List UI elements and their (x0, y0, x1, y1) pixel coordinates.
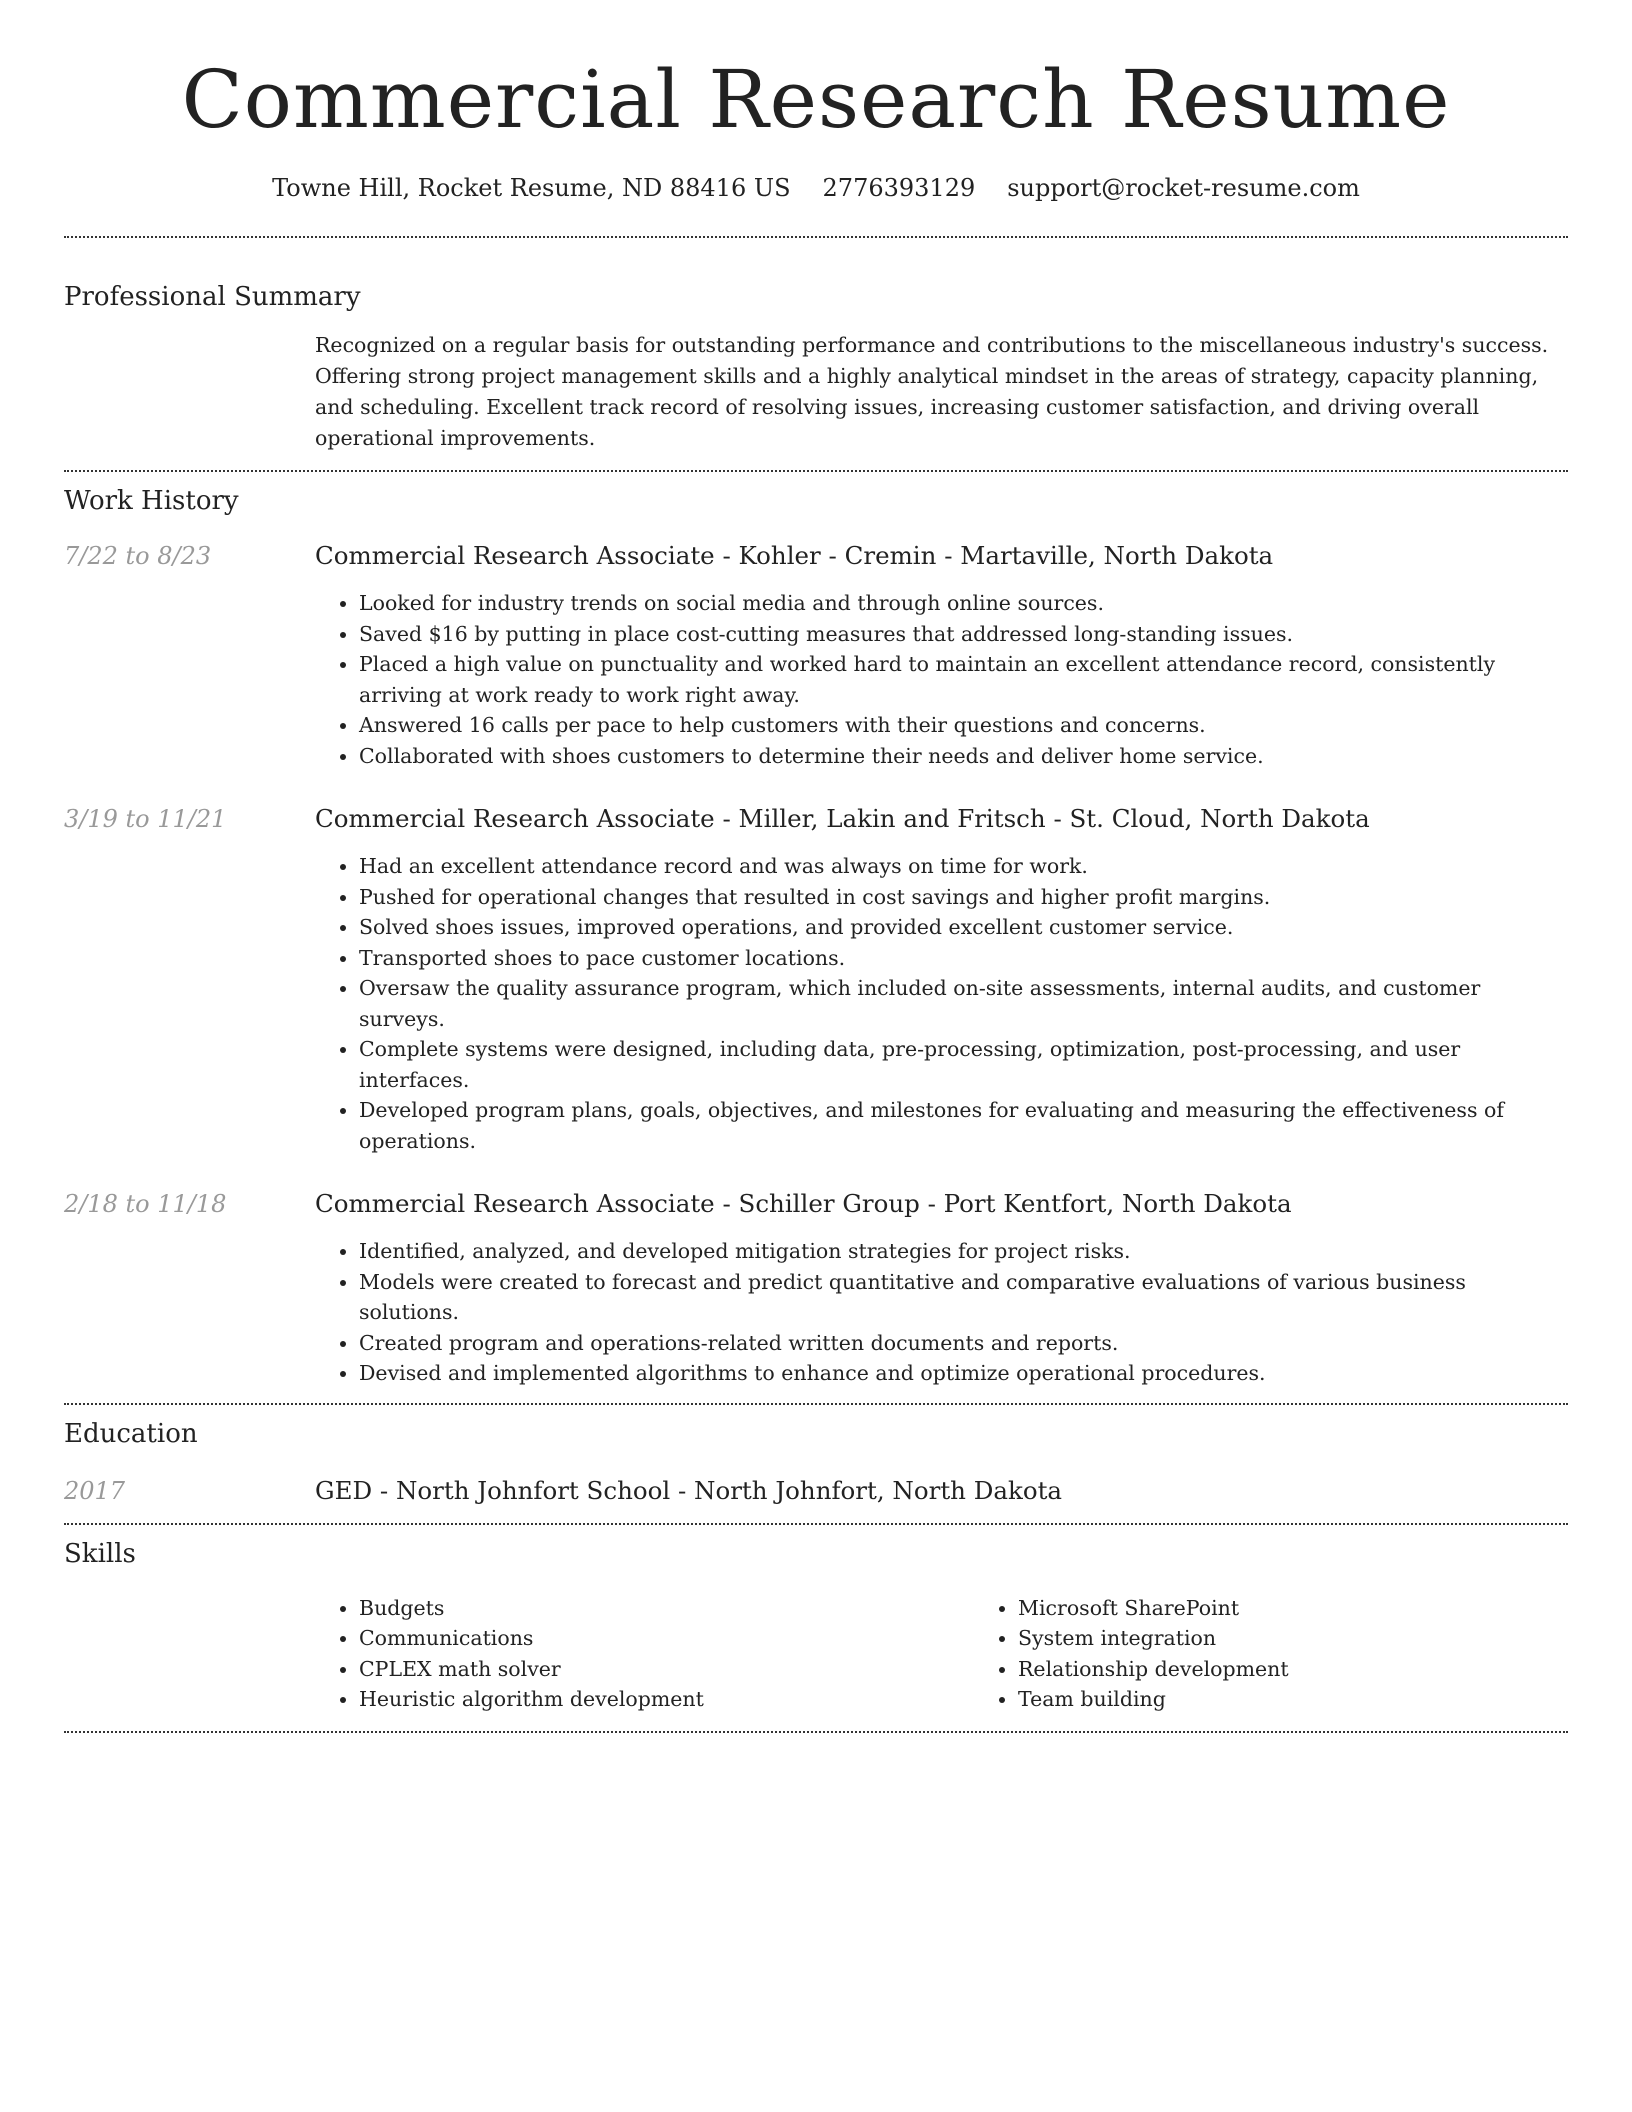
list-item: • Oversaw the quality assurance program, which included on-site assessments, internal audits, and customer surveys. (359, 973, 1568, 1034)
skills-heading: Skills (64, 1538, 136, 1569)
list-item: • Collaborated with shoes customers to determine their needs and deliver home service. (359, 741, 1568, 772)
skills-list-left (315, 1593, 974, 1715)
job-entry (64, 803, 1568, 1156)
list-item: • Placed a high value on punctuality and worked hard to maintain an excellent attendance record, consistently arriving at work ready to work right away. (359, 649, 1568, 710)
skill-item: • CPLEX math solver (359, 1654, 974, 1685)
list-item: • Developed program plans, goals, objectives, and milestones for evaluating and measuring the effectiveness of operations. (359, 1095, 1568, 1156)
job-title: Commercial Research Associate - Kohler - Cremin - Martaville, North Dakota (315, 541, 1274, 570)
job-title: Commercial Research Associate - Miller, Lakin and Fritsch - St. Cloud, North Dakota (315, 804, 1370, 833)
list-item: • Saved $16 by putting in place cost-cutting measures that addressed long-standing issues. (359, 619, 1568, 650)
divider (64, 1731, 1568, 1733)
job-dates: 3/19 to 11/21 (64, 805, 227, 833)
job-entry (64, 1188, 1568, 1389)
list-item: • Devised and implemented algorithms to enhance and optimize operational procedures. (359, 1358, 1568, 1389)
skills-row (64, 1593, 1568, 1715)
skills-spacer (64, 1593, 315, 1715)
list-item: • Identified, analyzed, and developed mitigation strategies for project risks. (359, 1236, 1568, 1267)
list-item: • Solved shoes issues, improved operations, and provided excellent customer service. (359, 912, 1568, 943)
education-details: GED - North Johnfort School - North Johnfort, North Dakota (315, 1475, 1063, 1505)
job-dates: 2/18 to 11/18 (64, 1190, 227, 1218)
job-bullets (315, 588, 1568, 771)
list-item: • Complete systems were designed, including data, pre-processing, optimization, post-processing, and user interfaces. (359, 1034, 1568, 1095)
education-entry (64, 1475, 1568, 1507)
job-dates: 7/22 to 8/23 (64, 542, 212, 570)
job-title: Commercial Research Associate - Schiller Group - Port Kentfort, North Dakota (315, 1189, 1292, 1218)
divider (64, 236, 1568, 238)
summary-row (64, 330, 1568, 454)
education-date: 2017 (64, 1476, 126, 1505)
divider (64, 470, 1568, 472)
list-item: • Answered 16 calls per pace to help customers with their questions and concerns. (359, 710, 1568, 741)
contact-line (64, 172, 1568, 204)
skill-item: • System integration (1018, 1623, 1632, 1654)
job-entry (64, 540, 1568, 771)
job-details (315, 1188, 1568, 1389)
list-item: • Models were created to forecast and predict quantitative and comparative evaluations of various business solutions. (359, 1267, 1568, 1328)
skill-item: • Microsoft SharePoint (1018, 1593, 1632, 1624)
list-item: • Had an excellent attendance record and was always on time for work. (359, 851, 1568, 882)
summary-text: Recognized on a regular basis for outstanding performance and contributions to the miscellaneous industry's success. Offering strong project management skills and a highly analytical mindset in the areas of strategy, capacity planning, and scheduling. Excellent track record of resolving issues, increasing customer satisfaction, and driving overall operational improvements. (315, 333, 1549, 450)
phone: 2776393129 (822, 174, 976, 202)
skill-item: • Heuristic algorithm development (359, 1684, 974, 1715)
job-details (315, 540, 1568, 771)
divider (64, 1523, 1568, 1525)
education-heading: Education (64, 1418, 198, 1449)
email: support@rocket-resume.com (1007, 174, 1360, 202)
list-item: • Pushed for operational changes that resulted in cost savings and higher profit margins. (359, 882, 1568, 913)
skills-grid (315, 1593, 1632, 1715)
job-details (315, 803, 1568, 1156)
list-item: • Transported shoes to pace customer locations. (359, 943, 1568, 974)
divider (64, 1403, 1568, 1405)
resume-title: Commercial Research Resume (181, 53, 1451, 146)
skill-item: • Relationship development (1018, 1654, 1632, 1685)
skill-item: • Budgets (359, 1593, 974, 1624)
resume-page (64, 0, 1568, 1733)
skill-item: • Communications (359, 1623, 974, 1654)
address: Towne Hill, Rocket Resume, ND 88416 US (272, 174, 791, 202)
skill-item: • Team building (1018, 1684, 1632, 1715)
skills-list-right (974, 1593, 1632, 1715)
summary-heading: Professional Summary (64, 282, 361, 312)
job-bullets (315, 851, 1568, 1156)
job-bullets (315, 1236, 1568, 1389)
summary-spacer (64, 330, 315, 454)
list-item: • Created program and operations-related written documents and reports. (359, 1328, 1568, 1359)
list-item: • Looked for industry trends on social media and through online sources. (359, 588, 1568, 619)
work-history-heading: Work History (64, 486, 239, 516)
